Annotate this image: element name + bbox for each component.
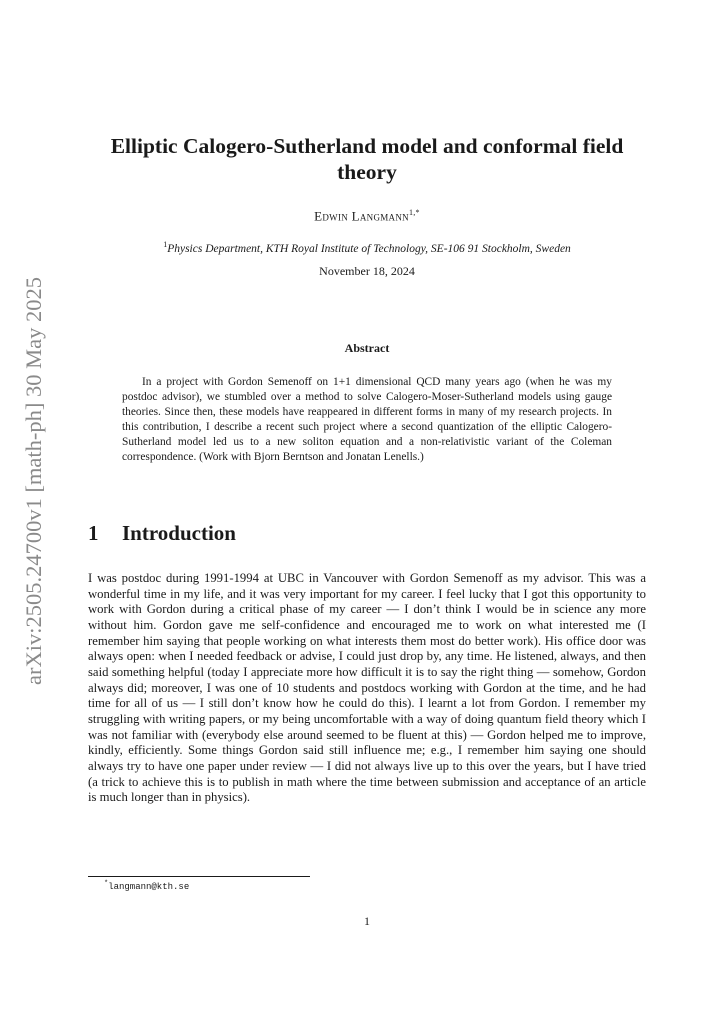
affiliation-mark: 1	[163, 240, 168, 249]
footnote-email: langmann@kth.se	[108, 882, 190, 892]
affiliation-text: Physics Department, KTH Royal Institute of Technology, SE-106 91 Stockholm, Sweden	[167, 242, 571, 255]
section-heading	[88, 521, 236, 546]
section-title: Introduction	[122, 521, 236, 545]
abstract-text: In a project with Gordon Semenoff on 1+1 dimensional QCD many years ago (when he was my postdoc advisor), we stumbled over a method to solve Calogero-Moser-Sutherland models using gauge theories. Since then, these models have reappeared in different forms in many of my research projects. In this contribution, I describe a recent such project where a second quantization of the elliptic Calogero-Sutherland model led us to a new soliton equation and a non-relativistic variant of the Coleman correspondence. (Work with Bjorn Berntson and Jonatan Lenells.)	[122, 376, 612, 463]
author-name: Edwin Langmann	[314, 208, 409, 224]
section-number: 1	[88, 521, 99, 545]
paper-title: Elliptic Calogero-Sutherland model and conformal field theory	[110, 134, 624, 184]
page-number: 1	[364, 914, 370, 928]
abstract-heading: Abstract	[344, 341, 390, 355]
author-marks: 1,*	[408, 208, 420, 217]
footnote-mark: *	[104, 880, 109, 888]
paper-date: November 18, 2024	[319, 264, 415, 278]
footnote	[104, 880, 189, 892]
footnote-rule	[88, 876, 310, 877]
arxiv-identifier: arXiv:2505.24700v1 [math-ph] 30 May 2025	[21, 276, 47, 686]
arxiv-sidebar	[16, 276, 52, 686]
introduction-paragraph: I was postdoc during 1991-1994 at UBC in Vancouver with Gordon Semenoff as my advisor. This was a wonderful time in my life, and it was very important for my career. I feel lucky that I got this opportunity to work with Gordon during a critical phase of my career — I don’t think I would be in science any more without him. Gordon gave me self-confidence and encouraged me to work on what interested me (I remember him saying that people working on what interests them most do better work). His office door was always open: when I needed feedback or advise, I could just drop by, any time. He listened, always, and then said something helpful (today I appreciate more how difficult it is to say the right thing — somehow, Gordon always did; moreover, I was one of 10 students and postdocs working with Gordon at the time, and he had time for all of us — I still don’t know how he could do this). I learnt a lot from Gordon. I remember my struggling with writing papers, or my being uncomfortable with a way of doing quantum field theory which I was not familiar with (everybody else around seemed to be fluent at this) — Gordon helped me to improve, kindly, efficiently. Some things Gordon said still influence me; e.g., I remember him saying one should always try to have one paper under review — I did not always live up to this over the years, but I have tried (a trick to achieve this is to publish in math where the time between submission and acceptance of an article is much longer than in physics).	[88, 571, 646, 805]
author-line	[88, 208, 646, 224]
affiliation	[88, 240, 646, 255]
